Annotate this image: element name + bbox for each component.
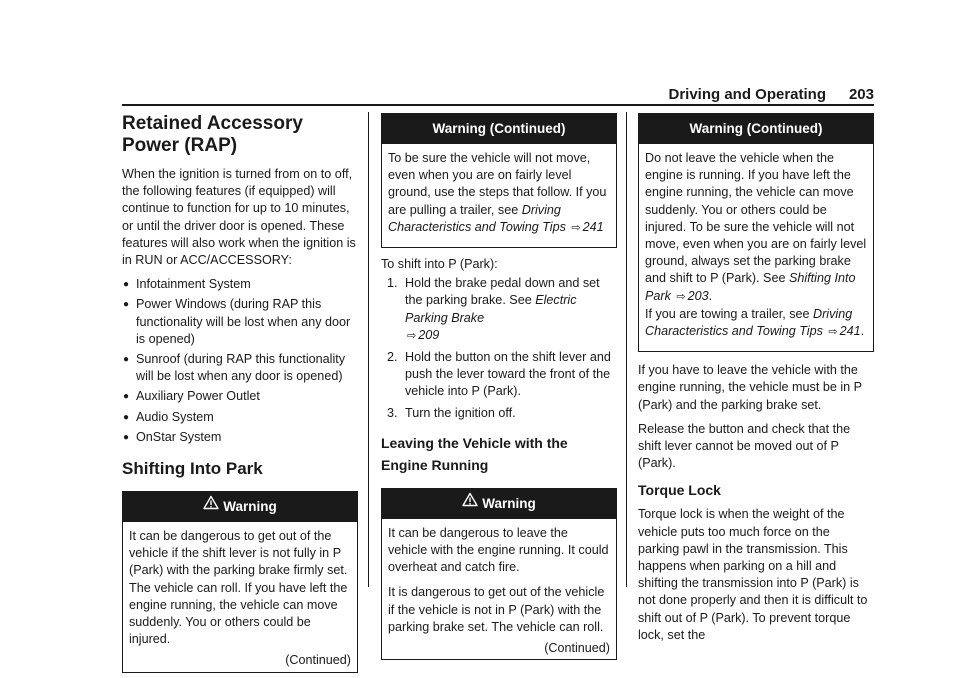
warning-body [382, 519, 616, 659]
rap-intro: When the ignition is turned from on to off, the following features (if equipped) will continue to function for up to 10 minutes, or until the driver door is opened. These features will also work when the ignition is in RUN or ACC/ACCESSORY: [122, 167, 356, 268]
warning-header: Warning (Continued) [639, 114, 873, 144]
list-item: 1. Hold the brake pedal down and set the parking brake. See Electric Parking Brake ⇨ 209 [387, 276, 600, 342]
warning-text: Do not leave the vehicle when the engine is running. If you have left the engine running, the vehicle can move suddenly. You or others could be injured. To be sure the vehicle will not move, even when you are on fairly level ground, always set the parking brake and shift to P (Park). See Shifting Into Park ⇨ 203. [645, 151, 867, 303]
list-item: ● Auxiliary Power Outlet [122, 388, 358, 405]
body-paragraph: Torque lock is when the weight of the vehicle puts too much force on the parking pawl in the transmission. This happens when parking on a hill and shifting the transmission into P (Park) is not done properly and then it is difficult to shift out of P (Park). To prevent torque lock, set the [638, 507, 868, 642]
bullet-icon: ● [123, 299, 130, 311]
warning-box [381, 488, 617, 660]
rap-feature-list [122, 276, 358, 446]
warning-header [382, 489, 616, 519]
page-reference[interactable]: 203 [687, 288, 709, 303]
column-divider [368, 112, 369, 587]
torque-lock-title: Torque Lock [638, 482, 721, 499]
column-2 [381, 110, 617, 660]
bullet-icon: ● [123, 391, 130, 403]
warning-header: Warning (Continued) [382, 114, 616, 144]
page-reference[interactable]: 241 [839, 324, 861, 339]
warning-triangle-icon [203, 491, 219, 521]
bullet-icon: ● [123, 431, 130, 443]
warning-box-continued [381, 113, 617, 248]
column-divider [626, 112, 627, 587]
list-item: ● Infotainment System [122, 276, 358, 293]
warning-header [123, 492, 357, 522]
shifting-into-park-title: Shifting Into Park [122, 459, 263, 479]
page-reference[interactable]: 241 [582, 219, 604, 234]
continued-label: (Continued) [544, 641, 610, 656]
page-ref-arrow-icon: ⇨ [407, 329, 417, 342]
bullet-icon: ● [123, 411, 130, 423]
bullet-icon: ● [123, 279, 130, 291]
warning-text: If you are towing a trailer, see Driving Characteristics and Towing Tips ⇨ 241. [645, 306, 865, 339]
warning-text: It is dangerous to get out of the vehicle if the vehicle is not in P (Park) with the parking brake set. The vehicle can roll. [388, 585, 605, 634]
cross-reference-link[interactable]: Shifting Into Park [645, 271, 856, 303]
continued-label: (Continued) [285, 653, 351, 668]
header-rule [122, 104, 874, 106]
page-ref-arrow-icon: ⇨ [676, 290, 686, 303]
page-header [122, 86, 874, 106]
page-ref-arrow-icon: ⇨ [571, 221, 581, 234]
header-section-title: Driving and Operating [668, 86, 826, 103]
header-page-number: 203 [848, 86, 874, 103]
cross-reference-link[interactable]: Driving Characteristics and Towing Tips [388, 202, 566, 234]
warning-box-continued [638, 113, 874, 352]
rap-title: Retained Accessory Power (RAP) [122, 113, 303, 156]
list-item: 2. Hold the button on the shift lever and push the lever toward the front of the vehicle into P (Park). [387, 350, 611, 399]
page-reference[interactable]: 209 [418, 327, 440, 342]
shift-intro: To shift into P (Park): [381, 257, 498, 272]
cross-reference-link[interactable]: Electric Parking Brake [405, 293, 577, 325]
warning-triangle-icon [462, 488, 478, 518]
list-item: ● Power Windows (during RAP this functionality will be lost when any door is opened) [123, 297, 351, 346]
list-item: ● OnStar System [122, 429, 358, 446]
page-ref-arrow-icon: ⇨ [828, 326, 838, 339]
warning-box [122, 491, 358, 673]
body-paragraph: Release the button and check that the shift lever cannot be moved out of P (Park). [638, 421, 851, 471]
warning-text: It can be dangerous to leave the vehicle with the engine running. It could overheat and catch fire. [388, 525, 609, 575]
column-1 [122, 110, 358, 673]
cross-reference-link[interactable]: Driving Characteristics and Towing Tips [645, 306, 853, 339]
warning-heading: Warning [482, 495, 536, 511]
shift-steps [381, 275, 617, 422]
warning-text: To be sure the vehicle will not move, even when you are on fairly level ground, use the steps that follow. If you are pulling a trailer, see Driving Characteristics and Towing Tips ⇨ 241 [388, 151, 607, 234]
body-paragraph: If you have to leave the vehicle with the engine running, the vehicle must be in P (Park) and the parking brake set. [638, 363, 862, 412]
warning-text: It can be dangerous to get out of the vehicle if the shift lever is not fully in P (Park) with the parking brake firmly set. The vehicle can roll. If you have left the engine running, the vehicle can move suddenly. You or others could be injured. [129, 529, 348, 647]
warning-body [123, 522, 357, 672]
column-3 [638, 110, 874, 651]
leaving-vehicle-title: Leaving the Vehicle with the Engine Running [381, 434, 568, 473]
bullet-icon: ● [123, 354, 130, 366]
warning-body [382, 144, 616, 247]
list-item: 3. Turn the ignition off. [387, 405, 516, 420]
list-item: ● Sunroof (during RAP this functionality will be lost when any door is opened) [123, 352, 346, 384]
list-item: ● Audio System [122, 409, 358, 426]
warning-heading: Warning [223, 499, 277, 515]
warning-body [639, 144, 873, 351]
